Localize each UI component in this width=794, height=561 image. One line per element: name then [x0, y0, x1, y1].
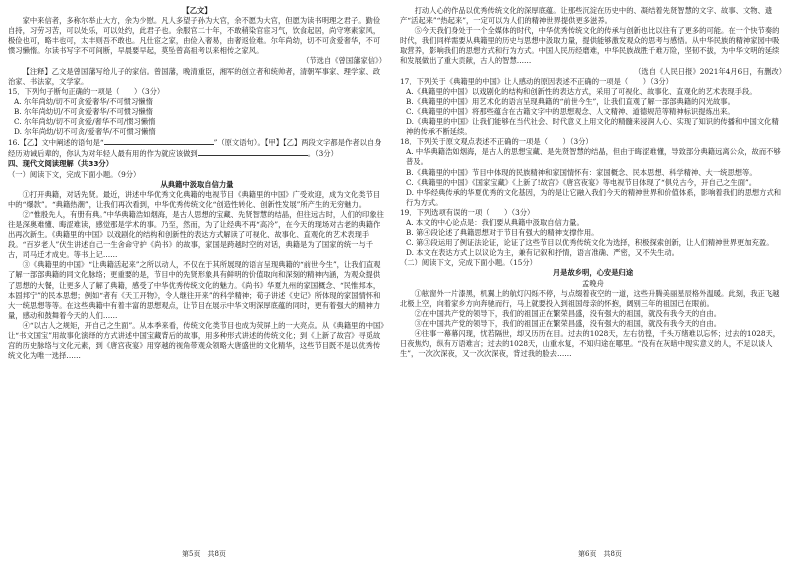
q18-option-c: C.《典籍里的中国》《国家宝藏》《上新了!故宫》《唐宫夜宴》等电视节目体现了“俱兑古今，开自己之生面”。 [406, 177, 757, 187]
q18-option-b: B.《典籍里的中国》节目中体现的民族精神和家国情怀有：家国概念、民本思想、科学精神、大一统思想等。 [406, 167, 757, 177]
passage-source: （选自《人民日报》2021年4月6日，有删改） [634, 66, 786, 76]
passage-paragraph: ②“惟殷先人，有册有典。”中华典籍浩如烟海，是古人思想的宝藏、先贤智慧的结晶，但往远古时，人们的印象往往是深奥难懂、晦涩难读，感觉那是学术的事。乃至，然而，为了让经典不再“高冷”，在今天的现场对古老的典籍作出再次新生。《典籍里的中国》以戏剧化的结构和创新性的表达方式解读了可视化、故事化、直观化的艺术表现手段。“百岁老人”伏生讲述自己一生舍命守护《尚书》的故事，家国是跨越时空的对话，典籍是为了国家的统一与千古，司马迁才成史。等书上记…… [8, 209, 384, 260]
essay-paragraph: ②在中国共产党的领导下，我们的祖国正在繁荣昌盛，没有强大的祖国，就没有我今天的自由。 [414, 308, 722, 318]
q16-part-a: 16.【乙】文中阐述的语句是“ [8, 138, 104, 148]
q18-option-d: D. 中华经典传承的华夏优秀的文化基因，为的是让它融入我们今天的精神世界和价值体系，影响着我们的思想方式和行为方式。 [406, 187, 782, 207]
section-4-sub: （一）阅读下文，完成下面小题。（9分） [8, 169, 141, 179]
yiwen-title: 【乙文】 [182, 6, 212, 15]
question-15: 15．下列句子断句正确的一项是（ ）（3分） [8, 86, 165, 96]
passage-paragraph: ③《典籍里的中国》“让典籍活起来”之所以动人，不仅在于其所展现的语言呈现典籍的“前世今生”，让我们直观了解一部部典籍的同文化脉络；更重要的是，节目中的先贤形象具有鲜明的价值取向和深刻的精神内涵，为观众提供了思想的大餐，让更多人了解了典籍，感受了中华优秀传统文化的魅力。《尚书》华夏九州的家国概念、“民惟邦本，本固邦宁”的民本思想；例如“者有《天工开物》，令人继往开来”的科学精神；荀子讲述《史记》所体现的家国情怀和大一统思想等等。在这些典籍中有着丰富的思想观点，让节目在展示中华文明深厚底蕴的同时，更有着强大的精神力量，感动和鼓舞着今天的人们…… [8, 260, 381, 320]
q15-option-a: A. 尔年尚幼/切不可贪爱奢华/不可惯习懒惰 [14, 96, 153, 106]
passage-paragraph: ⑤今天我们身处于一个全媒体的时代，中华优秀传统文化的传承与创新也比以往有了更多的可能。在一个快节奏的时代，我们同样需要从典籍里的历史与思想中汲取力量，提供能够激发观众的思考与感悟。从中华民族的精神家园中吸取营养，影响我们的思想方式和行为方式。中国人民历经磨难，中华民族战胜千难万险，坚韧不拔，为中华文明的延续和发展做出了重大贡献，古人的智慧…… [400, 26, 780, 66]
q19-option-d: D. 本文在表达方式上以议论为主，兼有记叙和抒情，语言准确、严密，又不失生动。 [406, 248, 679, 258]
q17-option-c: C.《典籍里的中国》将那些蕴含在古籍文字中的思想观念、人文精神、道德规范等精神标识提炼出来。 [406, 106, 735, 116]
passage-paragraph: 打动人心的作品以优秀传统文化的深厚底蕴。让那些沉淀在历史中的、凝结着先贤智慧的文字、故事、文物、遗产“活起来”“热起来”，一定可以为人们的精神世界提供更多滋养。 [400, 6, 773, 26]
q19-option-a: A. 本文的中心论点是：我们要从典籍中汲取自信力量。 [406, 217, 584, 227]
section-2-sub: （二）阅读下文，完成下面小题。（15分） [400, 258, 537, 268]
passage-body [8, 190, 386, 362]
q16-blank-2[interactable] [198, 148, 308, 156]
q19-option-b: B. 第④段论述了典籍思想对于节目有强大的精神支撑作用。 [406, 228, 599, 238]
essay-paragraph: ③在中国共产党的领导下，我们的祖国正在繁荣昌盛，没有强大的祖国，就没有我今天的自由。 [414, 318, 722, 328]
question-17: 17．下列关于《典籍里的中国》让人感动的原因表述不正确的一项是（ ）（3分） [400, 76, 673, 86]
question-19: 19．下列选项有误的一项（ ）（3分） [400, 207, 535, 217]
passage-continued [400, 6, 786, 67]
section-4-heading: 四、现代文阅读理解（共33分） [8, 159, 114, 169]
essay-body [400, 289, 786, 360]
yiwen-text: 家中来信者，多称尔举止大方，余为少慰。凡人多望子孙为大官，余不愿为大官，但愿为读书明理之君子。勤俭自持，习劳习苦，可以处乐，可以处约，此君子也。余服官二十年，不敢稍染官宦习气，饮食起居，尚守寒素家风，极俭也可，略丰也可，太丰则吾不敢也。凡仕宦之家，由俭入奢易，由奢返俭难。尔年尚幼，切不可贪爱奢华，不可惯习懒惰。尔读书写字不可间断，早晨要早起，莫坠曾高祖考以来相传之家风。 [8, 16, 381, 56]
yiwen-source: （节选自《曾国藩家信》） [302, 56, 386, 66]
question-16 [8, 137, 386, 159]
q16-part-c: 。（3分） [307, 149, 338, 159]
q15-option-d: D. 尔年尚幼/切不可贪/爱奢华/不可惯习懒惰 [14, 127, 156, 137]
right-column [400, 6, 786, 359]
passage-title: 从典籍中汲取自信力量 [160, 179, 234, 189]
q17-option-d: D.《典籍里的中国》让我们能够在当代社会、时代意义上用文化的精髓来浸润人心、实现了知识的传播和中国文化精神的传承不断延续。 [406, 117, 779, 137]
q16-blank-1[interactable] [104, 137, 214, 145]
page-footer-right: 第6页 共8页 [578, 550, 622, 558]
q19-option-c: C. 第③段运用了例证法论证，论证了这些节目以优秀传统文化为选择，积极探索创新，让人们精神世界更加充盈。 [406, 238, 774, 248]
q18-option-a: A. 中华典籍浩如烟海，是古人的思想宝藏、是先贤智慧的结晶，但由于晦涩难懂，导致部分典籍远离公众，故而不够普及。 [406, 147, 781, 167]
essay-paragraph: ④往事一幕幕闪现，忧若隔世，却又历历在目。过去的1028天，左右彷徨，千头万绪难以忘怀；过去的1028天，日夜焦灼，纵有万语难言；过去的1028天，山重水复，不知归途在哪里。“没有在灰暗中现实意义的人，不足以谈人生”，一次次深夜，又一次次深夜，背过我的脸去…… [400, 329, 781, 359]
q16-part-b: ”（原文语句）。【甲】【乙】两段文字都是作者以自身经历劝诫后辈的，你认为对年轻人最有用的作为就应该做到 [8, 138, 382, 159]
yiwen-note: 【注释】乙文是曾国藩写给儿子的家信。曾国藩，晚清重臣，湘军的创立者和统帅者，清朝军事家、理学家、政治家、书法家，文学家。 [8, 66, 381, 86]
essay-title: 月是故乡明，心安是归途 [552, 268, 634, 278]
left-column [8, 6, 386, 361]
q17-option-a: A.《典籍里的中国》以戏剧化的结构和创新性的表达方式，采用了可视化、故事化、直观化的艺术表现手段。 [406, 86, 757, 96]
page-footer-left: 第5页 共8页 [182, 550, 226, 558]
question-18: 18．下列关于原文观点表述不正确的一项是（ ）（3分） [400, 137, 593, 147]
essay-author: 孟晚舟 [582, 278, 604, 288]
passage-paragraph: ①打开典籍，对话先贤。最近，讲述中华优秀文化典籍的电视节目《典籍里的中国》广受欢迎，成为文化类节目中的“爆款”。“典籍热潮”，让我们再次看到，中华优秀传统文化“创造性转化、创新性发展”所产生的无穷魅力。 [8, 189, 381, 209]
q15-option-b: B. 尔年尚幼切/不可贪爱奢华/不可惯习懒惰 [14, 106, 153, 116]
passage-paragraph: ④“以古人之规矩，开自己之生面”。从本季来看，传统文化类节目也成为荧屏上的一大亮点。从《典籍里的中国》让“书文国宝”用故事化演绎的方式讲述中国宝藏背后的故事，用多种形式讲述的传统文化；到《上新了故宫》寻觅故宫的历史脉络与文化元素，到《唐宫夜宴》用穿越的视角带观众领略大唐盛世的文化精华，这些节目既不是以优秀传统文化为唯一选择…… [8, 320, 384, 361]
essay-paragraph: ①舷窗外一片漆黑，机翼上的航灯闪烁不停，与点缀着夜空的一道，这些升腾美丽星辰格外温暖。此刻，我正飞越北极上空，向着家乡方向奔驰而行，马上就要投入到祖国母亲的怀抱，阔别三年的祖国已在眼前。 [400, 288, 780, 308]
q17-option-b: B.《典籍里的中国》用艺术化的语言呈现典籍的“前世今生”，让我们直观了解一部部典籍的闪光故事。 [406, 96, 735, 106]
q15-option-c: C. 尔年尚幼/切不可贪爱/奢华不可/惯习懒惰 [14, 117, 156, 127]
